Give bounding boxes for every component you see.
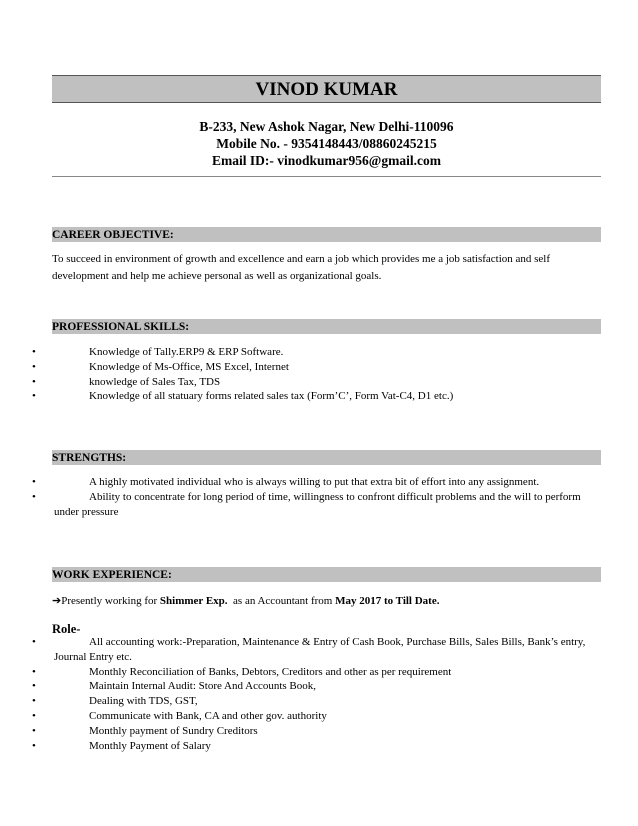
skills-list (30, 345, 601, 404)
role-text: Monthly Reconciliation of Banks, Debtors, Creditors and other as per requirement (89, 665, 452, 678)
skill-text: Knowledge of Ms-Office, MS Excel, Internet (89, 360, 289, 373)
email-line: Email ID:- vinodkumar956@gmail.com (212, 153, 441, 168)
header-divider (52, 176, 601, 177)
list-item (30, 375, 601, 390)
job-line-prefix: Presently working for (61, 595, 160, 607)
strengths-list (30, 475, 601, 519)
bullet-icon: • (32, 476, 36, 488)
resume-name-bar (52, 75, 601, 103)
section-heading-work (52, 567, 601, 582)
strength-text: A highly motivated individual who is always willing to put that extra bit of effort into any assignment. (89, 476, 540, 488)
bullet-icon: • (32, 695, 36, 708)
bullet-icon: • (32, 724, 36, 737)
section-heading-skills-text: PROFESSIONAL SKILLS: (52, 321, 190, 333)
list-item (30, 345, 601, 360)
strength-text: Ability to concentrate for long period of time, willingness to confront difficult problems and the will to perform under pressure (54, 490, 581, 518)
current-job-line (52, 594, 439, 608)
skill-text: knowledge of Sales Tax, TDS (89, 375, 221, 388)
section-heading-work-text: WORK EXPERIENCE: (52, 569, 172, 581)
role-list (30, 635, 601, 753)
section-heading-strengths-text: STRENGTHS: (52, 452, 127, 464)
resume-name: VINOD KUMAR (255, 79, 398, 100)
skill-text: Knowledge of Tally.ERP9 & ERP Software. (89, 346, 284, 358)
list-item (30, 475, 601, 490)
bullet-icon: • (32, 636, 36, 648)
bullet-icon: • (32, 739, 36, 752)
bullet-icon: • (32, 346, 36, 358)
role-text: Communicate with Bank, CA and other gov. authority (89, 709, 327, 722)
list-item (30, 709, 601, 724)
bullet-icon: • (32, 680, 36, 693)
section-heading-skills (52, 319, 601, 334)
address-line: B-233, New Ashok Nagar, New Delhi-110096 (199, 119, 454, 134)
skill-text: Knowledge of all statuary forms related sales tax (Form’C’, Form Vat-C4, D1 etc.) (89, 390, 454, 403)
list-item (30, 665, 601, 680)
section-heading-career (52, 227, 601, 242)
section-heading-career-text: CAREER OBJECTIVE: (52, 229, 174, 241)
list-item (30, 389, 601, 404)
list-item (30, 724, 601, 739)
bullet-icon: • (32, 490, 36, 503)
list-item (30, 694, 601, 709)
list-item (30, 739, 601, 754)
mobile-line: Mobile No. - 9354148443/08860245215 (216, 136, 437, 151)
job-line-middle: as an Accountant from (227, 595, 336, 607)
role-text: Monthly payment of Sundry Creditors (89, 724, 258, 737)
list-item (30, 360, 601, 375)
role-text: Dealing with TDS, GST, (89, 695, 198, 708)
role-text: Maintain Internal Audit: Store And Accounts Book, (89, 680, 317, 693)
section-heading-strengths (52, 450, 601, 465)
bullet-icon: • (32, 375, 36, 388)
job-period: May 2017 to Till Date. (335, 595, 440, 607)
bullet-icon: • (32, 390, 36, 403)
career-objective-text: To succeed in environment of growth and excellence and earn a job which provides me a job satisfaction and self development and help me achieve personal as well as organizational goals. (52, 253, 551, 282)
bullet-icon: • (32, 360, 36, 373)
role-text: All accounting work:-Preparation, Maintenance & Entry of Cash Book, Purchase Bills, Sales Bills, Bank’s entry, Journal Entry etc. (54, 636, 586, 663)
list-item (30, 490, 601, 520)
bullet-icon: • (32, 665, 36, 678)
arrow-icon: ➔ (52, 595, 62, 607)
company-name: Shimmer Exp. (159, 595, 228, 607)
list-item (30, 635, 601, 665)
list-item (30, 679, 601, 694)
role-label: Role- (52, 622, 81, 636)
role-text: Monthly Payment of Salary (89, 739, 211, 752)
bullet-icon: • (32, 709, 36, 722)
